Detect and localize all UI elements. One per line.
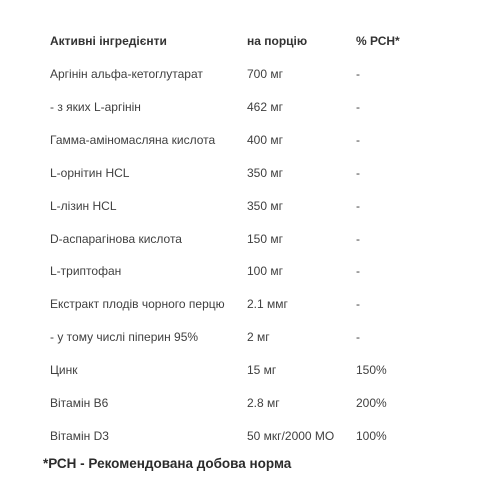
per-serving-value: 350 мг bbox=[247, 166, 283, 180]
ingredient-name: D-аспарагінова кислота bbox=[50, 232, 182, 246]
table-row bbox=[0, 364, 500, 397]
per-serving-value: 2.8 мг bbox=[247, 396, 280, 410]
rda-value: - bbox=[356, 166, 360, 180]
ingredient-name: Аргінін альфа-кетоглутарат bbox=[50, 67, 203, 81]
ingredient-name: - з яких L-аргінін bbox=[50, 100, 141, 114]
rda-value: - bbox=[356, 297, 360, 311]
ingredient-name: Екстракт плодів чорного перцю bbox=[50, 297, 225, 311]
rda-value: 100% bbox=[356, 429, 387, 443]
per-serving-value: 700 мг bbox=[247, 67, 283, 81]
table-row bbox=[0, 200, 500, 233]
per-serving-value: 2 мг bbox=[247, 330, 270, 344]
table-row bbox=[0, 134, 500, 167]
table-header bbox=[0, 35, 500, 68]
header-per-serving: на порцію bbox=[247, 34, 308, 48]
per-serving-value: 100 мг bbox=[247, 264, 283, 278]
rda-value: - bbox=[356, 264, 360, 278]
per-serving-value: 350 мг bbox=[247, 199, 283, 213]
table-row bbox=[0, 68, 500, 101]
table-row bbox=[0, 397, 500, 430]
per-serving-value: 462 мг bbox=[247, 100, 283, 114]
table-row bbox=[0, 331, 500, 364]
table-row bbox=[0, 167, 500, 200]
ingredient-name: Вітамін D3 bbox=[50, 429, 109, 443]
ingredient-name: L-орнітин HCL bbox=[50, 166, 130, 180]
rda-value: 200% bbox=[356, 396, 387, 410]
footnote: *РСН - Рекомендована добова норма bbox=[43, 456, 292, 471]
ingredient-name: L-лізин HCL bbox=[50, 199, 117, 213]
per-serving-value: 50 мкг/2000 МО bbox=[247, 429, 335, 443]
rda-value: - bbox=[356, 100, 360, 114]
ingredient-name: Цинк bbox=[50, 363, 78, 377]
header-ingredients: Активні інгредієнти bbox=[50, 34, 167, 48]
rda-value: - bbox=[356, 133, 360, 147]
rda-value: - bbox=[356, 330, 360, 344]
per-serving-value: 15 мг bbox=[247, 363, 277, 377]
table-row bbox=[0, 233, 500, 266]
table-row bbox=[0, 101, 500, 134]
rda-value: 150% bbox=[356, 363, 387, 377]
ingredient-name: Гамма-аміномасляна кислота bbox=[50, 133, 216, 147]
ingredient-name: L-триптофан bbox=[50, 264, 122, 278]
rda-value: - bbox=[356, 67, 360, 81]
rda-value: - bbox=[356, 199, 360, 213]
per-serving-value: 150 мг bbox=[247, 232, 283, 246]
per-serving-value: 2.1 ммг bbox=[247, 297, 288, 311]
header-rda: % РСН* bbox=[356, 34, 400, 48]
table-row bbox=[0, 265, 500, 298]
ingredient-name: Вітамін В6 bbox=[50, 396, 109, 410]
per-serving-value: 400 мг bbox=[247, 133, 283, 147]
ingredient-name: - у тому числі піперин 95% bbox=[50, 330, 199, 344]
rda-value: - bbox=[356, 232, 360, 246]
table-row bbox=[0, 298, 500, 331]
